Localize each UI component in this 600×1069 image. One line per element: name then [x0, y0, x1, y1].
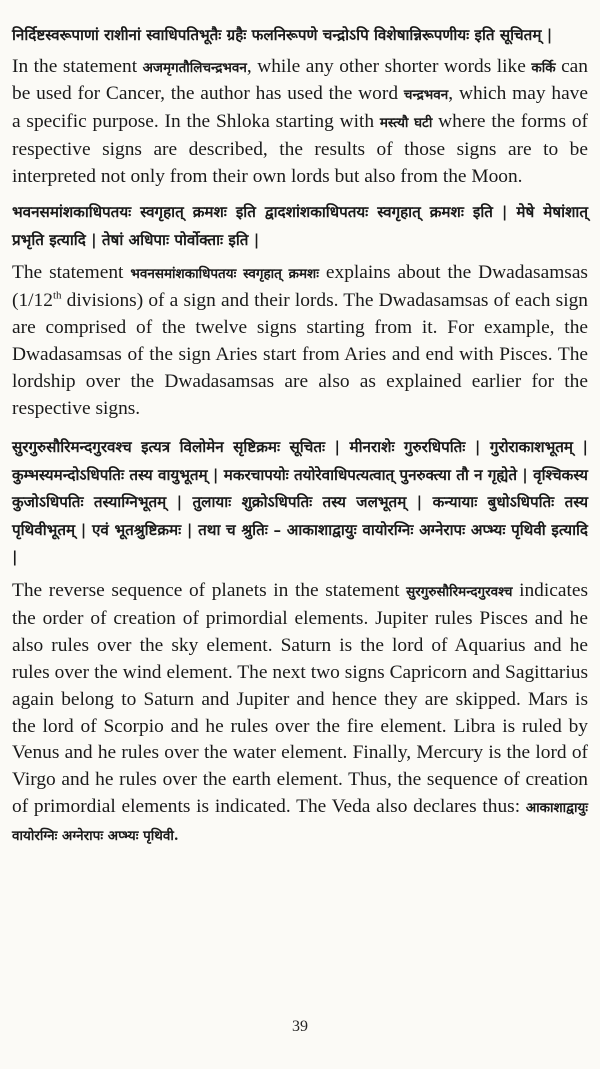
text-run: The reverse sequence of planets in the statement — [12, 579, 407, 601]
english-paragraph-2 — [12, 260, 588, 422]
english-paragraph-1 — [12, 54, 588, 192]
text-run: where the forms of respective signs are described, the results of those signs are to be interpreted not only from their own lords but also from the Moon. — [12, 111, 588, 188]
sanskrit-term: मस्त्यौ घटी — [379, 115, 433, 132]
sanskrit-term: भवनसमांशकाधिपतयः स्वगृहात् क्रमशः — [130, 266, 319, 283]
superscript: th — [52, 289, 62, 302]
english-paragraph-3 — [12, 578, 588, 850]
text-run: , while any other shorter words like — [246, 55, 532, 77]
text-run: explains about the Dwadasamsas (1/12 — [12, 262, 588, 311]
sanskrit-commentary-3: सुरगुरुसौरिमन्दगुरवश्च इत्यत्र विलोमेन सृष्टिक्रमः सूचितः | मीनराशेः गुरुरधिपतिः | गुरोराकाशभूतम् | कुम्भस्यमन्दोऽधिपतिः तस्य वायुभूतम् | मकरचापयोः तयोरेवाधिपत्यत्वात् पुनरुक्त्या तौ न गृह्येते | वृश्चिकस्य कुजोऽधिपतिः तस्याग्निभूतम् | तुलायाः शुक्रोऽधिपतिः तस्य जलभूतम् | कन्यायाः बुधोऽधिपतिः तस्य पृथिवीभूतम् | एवं भूतश्रुष्टिक्रमः | तथा च श्रुतिः – आकाशाद्वायुः वायोरग्निः अग्नेरापः अप्भ्यः पृथिवी इत्यादि | — [12, 438, 588, 567]
text-run: can be used for Cancer, the author has used the word — [12, 55, 588, 105]
sanskrit-commentary-1: निर्दिष्टस्वरूपाणां राशीनां स्वाधिपतिभूतैः ग्रहैः फलनिरूपणे चन्द्रोऽपि विशेषान्निरूपणीयः इति सूचितम् | — [12, 26, 553, 44]
text-run: divisions) of a sign and their lords. The Dwadasamsas of each sign are comprised of the twelve signs starting from it. For example, the Dwadasamsas of the sign Aries start from Aries and end with Pisces. The lordship over the Dwadasamsas are also as explained earlier for the respective signs. — [12, 289, 588, 419]
sanskrit-term: आकाशाद्वायुः वायोरग्निः अग्नेरापः अप्भ्यः पृथिवी. — [12, 800, 588, 845]
text-run: In the statement — [12, 55, 143, 77]
text-run: The statement — [12, 262, 131, 284]
text-run: indicates the order of creation of primordial elements. Jupiter rules Pisces and he also rules over the sky element. Saturn is the lord of Aquarius and he rules over the wind element. The next two signs Capricorn and Sagittarius again belong to Saturn and Jupiter and hence they are skipped. Mars is the lord of Scorpio and he rules over the fire element. Libra is ruled by Venus and he rules over the water element. Finally, Mercury is the lord of Virgo and he rules over the earth element. Thus, the sequence of creation of primordial elements is indicated. The Veda also declares thus: — [12, 579, 588, 818]
sanskrit-commentary-2: भवनसमांशकाधिपतयः स्वगृहात् क्रमशः इति द्वादशांशकाधिपतयः स्वगृहात् क्रमशः इति | मेषे मेषांशात् प्रभृति इत्यादि | तेषां अधिपाः पोर्वोक्ताः इति | — [12, 203, 588, 249]
text-run: , which may have a specific purpose. In the Shloka starting with — [12, 83, 588, 133]
sanskrit-term: सुरगुरुसौरिमन्दगुरवश्च — [406, 583, 513, 600]
sanskrit-term: चन्द्रभवन — [403, 87, 449, 104]
sanskrit-term: अजमृगतौलिचन्द्रभवन — [142, 59, 247, 76]
page-number: 39 — [292, 1018, 308, 1035]
sanskrit-term: कर्कि — [531, 59, 556, 76]
